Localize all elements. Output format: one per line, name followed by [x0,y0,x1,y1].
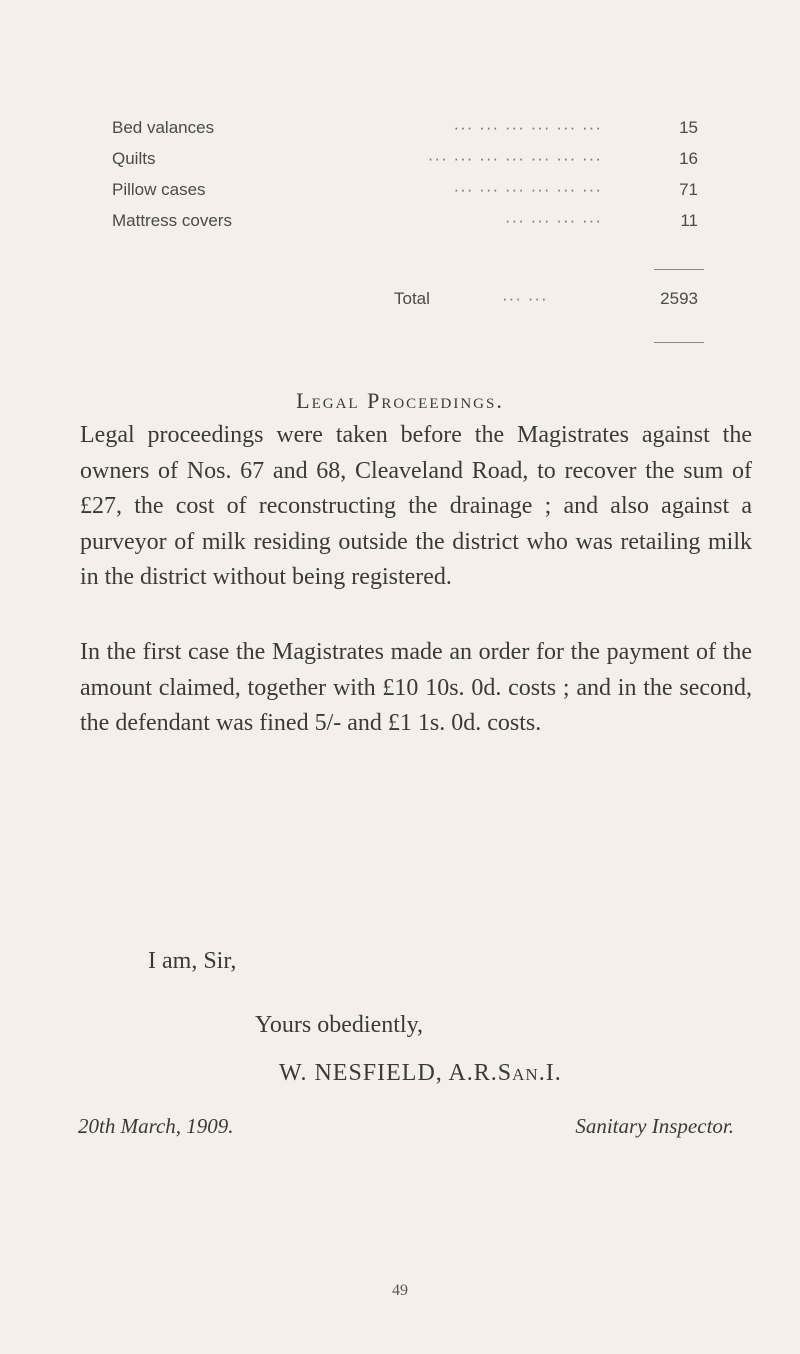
table-row [112,143,712,174]
signature-name: W. NESFIELD, A.R. [279,1060,498,1086]
page-number: 49 [392,1282,408,1299]
letter-date: 20th March, 1909. [78,1114,234,1138]
paragraph: In the first case the Magistrates made an order for the payment of the amount claimed, together with £10 10s. 0d. costs ; and in the second, the defendant was fined 5/- and £1 1s. 0d. costs. [80,639,752,736]
item-value: 71 [679,180,698,199]
leader-dots: ··· ··· ··· ··· ··· ··· [453,180,602,199]
total-top-rule [654,269,704,270]
items-table [112,112,712,236]
table-row [112,112,712,143]
leader-dots: ··· ··· ··· ··· [504,211,602,230]
total-value: 2593 [660,289,698,308]
total-label: Total [394,289,430,308]
salutation: I am, Sir, [148,948,237,974]
total-bottom-rule [654,342,704,343]
signature [279,1060,562,1087]
item-label: Mattress covers [112,211,232,230]
item-label: Pillow cases [112,180,206,199]
paragraph: Legal proceedings were taken before the Magistrates against the owners of Nos. 67 and 68, Cleaveland Road, to recover the sum of £27, the cost of reconstructing the drainage ; and also against a purveyor of milk residing outside the district who was retailing milk in the district without being registered. [80,422,752,590]
leader-dots: ··· ··· [502,289,548,308]
item-value: 16 [679,149,698,168]
total-row [112,283,712,314]
section-heading: Legal Proceedings. [296,388,504,413]
table-row [112,205,712,236]
leader-dots: ··· ··· ··· ··· ··· ··· ··· [427,149,602,168]
leader-dots: ··· ··· ··· ··· ··· ··· [453,118,602,137]
item-label: Bed valances [112,118,215,137]
table-row [112,174,712,205]
signer-title: Sanitary Inspector. [575,1114,734,1138]
item-value: 15 [679,118,698,137]
closing: Yours obediently, [255,1012,424,1038]
signature-suffix: San.I. [497,1060,562,1086]
item-label: Quilts [112,149,156,168]
item-value: 11 [680,211,698,230]
